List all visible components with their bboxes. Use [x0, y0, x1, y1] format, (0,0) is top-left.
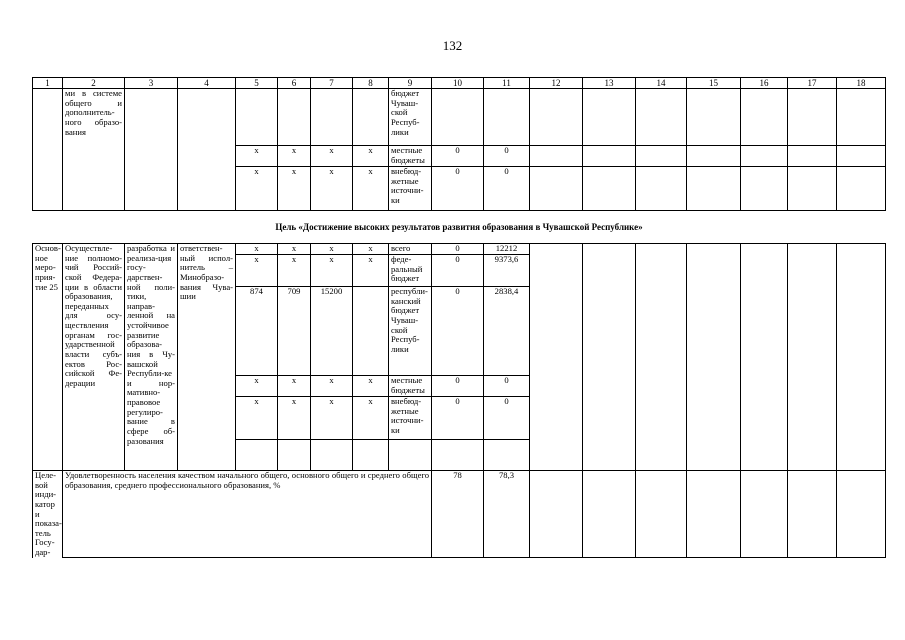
table-row — [33, 89, 886, 146]
cell-event-task: разработка и реализа-ция госу-дарствен-ной поли-тики, направ-ленной на устойчивое развитие образова-ния в Чу-вашской Республи-ке и нор-мативно-правовое регулиро-вание в сфере об-разования — [125, 244, 178, 471]
cell-source: внебюд-жетные источни-ки — [389, 397, 432, 440]
cell — [788, 471, 837, 558]
cell: x — [236, 397, 278, 440]
cell — [741, 146, 788, 167]
cell: x — [278, 167, 311, 211]
column-number: 12 — [530, 78, 583, 89]
cell-indicator-name: Целе-вой инди-катор и показа-тель Госу-дар- — [33, 471, 63, 558]
cell — [788, 167, 837, 211]
cell — [311, 440, 353, 471]
cell — [788, 146, 837, 167]
cell — [837, 167, 886, 211]
column-number: 16 — [741, 78, 788, 89]
cell — [636, 244, 687, 471]
cell: 0 — [432, 244, 484, 255]
cell — [530, 146, 583, 167]
cell — [278, 440, 311, 471]
cell: x — [353, 376, 389, 397]
cell: 0 — [484, 146, 530, 167]
cell: 0 — [484, 376, 530, 397]
cell: 0 — [432, 167, 484, 211]
cell — [741, 167, 788, 211]
budget-table — [32, 77, 886, 558]
column-number: 6 — [278, 78, 311, 89]
cell: x — [353, 255, 389, 287]
cell — [636, 471, 687, 558]
cell — [837, 244, 886, 471]
cell: x — [311, 255, 353, 287]
page-number: 132 — [442, 38, 463, 53]
cell — [432, 440, 484, 471]
cell — [278, 89, 311, 146]
cell — [788, 89, 837, 146]
cell: x — [353, 146, 389, 167]
cell — [353, 440, 389, 471]
cell: x — [353, 167, 389, 211]
table-row — [33, 244, 886, 255]
cell — [788, 244, 837, 471]
cell-source: местные бюджеты — [389, 146, 432, 167]
cell-indicator-text: Удовлетворенность населения качеством начального общего, основного общего и среднего общего образования, среднего профессионального образования, % — [63, 471, 432, 558]
column-number: 10 — [432, 78, 484, 89]
cell: x — [353, 244, 389, 255]
cell: 0 — [484, 167, 530, 211]
cell — [687, 167, 741, 211]
cell: x — [278, 376, 311, 397]
cell — [687, 146, 741, 167]
column-number: 9 — [389, 78, 432, 89]
cell — [636, 146, 687, 167]
cell — [530, 167, 583, 211]
cell — [33, 89, 63, 211]
cell: 0 — [432, 255, 484, 287]
column-number-row — [33, 78, 886, 89]
cell — [530, 471, 583, 558]
cell — [583, 167, 636, 211]
cell — [837, 89, 886, 146]
cell — [125, 89, 178, 211]
cell: x — [278, 255, 311, 287]
column-number: 7 — [311, 78, 353, 89]
cell — [687, 89, 741, 146]
cell — [583, 146, 636, 167]
cell: x — [236, 376, 278, 397]
cell — [583, 89, 636, 146]
cell-event-title: Осуществле-ние полномо-чий Россий-ской Федера-ции в области образования, переданных для осу-ществления органам гос-ударственной власти субъ-ектов Рос-сийской Фе-дерации — [63, 244, 125, 471]
cell: 12212 — [484, 244, 530, 255]
cell — [432, 89, 484, 146]
cell — [837, 471, 886, 558]
cell: x — [236, 167, 278, 211]
column-number: 3 — [125, 78, 178, 89]
cell: 709 — [278, 287, 311, 376]
cell: x — [353, 397, 389, 440]
column-number: 17 — [788, 78, 837, 89]
cell — [583, 244, 636, 471]
cell: x — [311, 146, 353, 167]
cell: x — [236, 146, 278, 167]
cell: 0 — [484, 397, 530, 440]
cell-source: внебюд-жетные источни-ки — [389, 167, 432, 211]
cell — [741, 89, 788, 146]
column-number: 1 — [33, 78, 63, 89]
goal-title: Цель «Достижение высоких результатов развития образования в Чувашской Республике» — [33, 211, 886, 244]
cell — [236, 440, 278, 471]
cell: x — [311, 397, 353, 440]
cell-source: всего — [389, 244, 432, 255]
cell — [636, 89, 687, 146]
cell — [484, 440, 530, 471]
cell: 0 — [432, 287, 484, 376]
cell: 15200 — [311, 287, 353, 376]
cell-source: бюджет Чуваш-ской Респуб-лики — [389, 89, 432, 146]
cell: 0 — [432, 376, 484, 397]
cell — [741, 244, 788, 471]
column-number: 18 — [837, 78, 886, 89]
cell — [687, 244, 741, 471]
cell — [353, 287, 389, 376]
cell: x — [311, 376, 353, 397]
cell: x — [311, 244, 353, 255]
cell — [530, 89, 583, 146]
cell — [741, 471, 788, 558]
cell — [178, 89, 236, 211]
cell — [484, 89, 530, 146]
cell: x — [278, 244, 311, 255]
cell — [583, 471, 636, 558]
column-number: 15 — [687, 78, 741, 89]
column-number: 11 — [484, 78, 530, 89]
cell — [236, 89, 278, 146]
cell-source: феде-ральный бюджет — [389, 255, 432, 287]
cell — [687, 471, 741, 558]
cell-event-name: Основ-ное меро-прия-тие 25 — [33, 244, 63, 471]
cell — [636, 167, 687, 211]
cell: 0 — [432, 146, 484, 167]
goal-row — [33, 211, 886, 244]
column-number: 5 — [236, 78, 278, 89]
cell: 9373,6 — [484, 255, 530, 287]
column-number: 4 — [178, 78, 236, 89]
cell: 0 — [432, 397, 484, 440]
table-row — [33, 471, 886, 558]
cell — [837, 146, 886, 167]
cell — [389, 440, 432, 471]
cell: 78 — [432, 471, 484, 558]
cell-source: республи-канский бюджет Чуваш-ской Респуб-лики — [389, 287, 432, 376]
cell — [311, 89, 353, 146]
cell — [530, 244, 583, 471]
cell: x — [278, 146, 311, 167]
column-number: 13 — [583, 78, 636, 89]
cell: x — [236, 244, 278, 255]
cell — [353, 89, 389, 146]
column-number: 14 — [636, 78, 687, 89]
cell-measure-continued: ми в системе общего и дополнитель-ного образо-вания — [63, 89, 125, 211]
column-number: 8 — [353, 78, 389, 89]
cell-event-executor: ответствен-ный испол-нитель – Минобразо-вания Чува-шии — [178, 244, 236, 471]
cell: x — [236, 255, 278, 287]
column-number: 2 — [63, 78, 125, 89]
cell: x — [311, 167, 353, 211]
cell: x — [278, 397, 311, 440]
cell: 2838,4 — [484, 287, 530, 376]
cell: 874 — [236, 287, 278, 376]
cell-source: местные бюджеты — [389, 376, 432, 397]
cell: 78,3 — [484, 471, 530, 558]
